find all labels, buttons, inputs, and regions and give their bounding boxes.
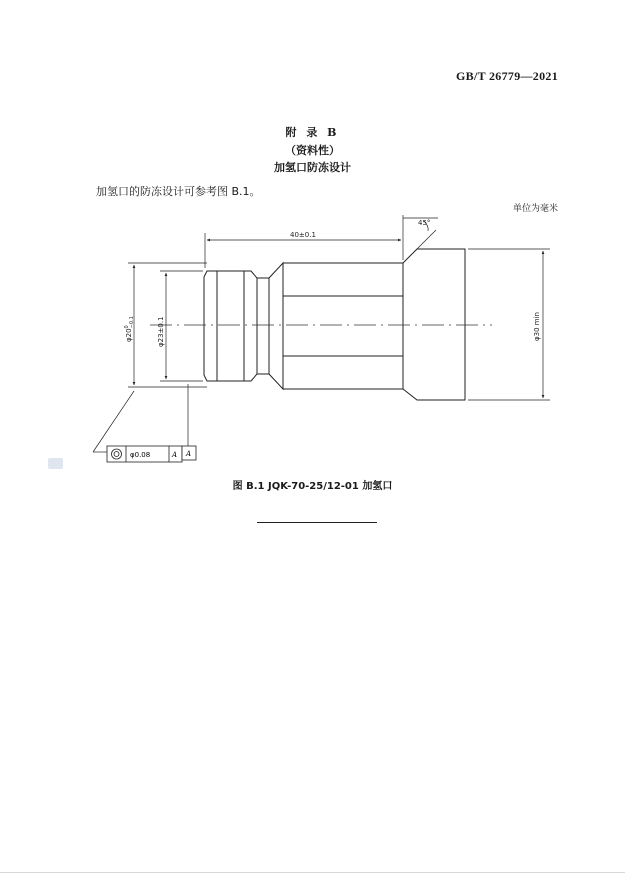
groove [257,278,269,374]
dimension-texts [124,219,541,347]
dim-dia-inner: φ23±0.1 [157,316,165,347]
front-ring [204,271,257,381]
end-rule [257,522,377,523]
fcf-datum-ref: A [172,451,178,459]
standard-code: GB/T 26779—2021 [456,69,558,83]
body-paragraph: 加氢口的防冻设计可参考图 B.1。 [96,185,261,198]
dim-dia-flange: φ30 min [533,312,541,341]
unit-note: 单位为毫米 [512,204,558,214]
page-bottom-edge [0,872,625,873]
part-outline [204,249,465,400]
feature-control-frame [107,446,182,462]
dim-dia-outer: $\varphi 20^0-0.1$ [124,316,135,342]
dim-length: 40±0.1 [290,231,316,239]
flange [403,249,465,400]
dim-angle: 45° [418,219,431,227]
datum-label: A [186,450,192,458]
hex-body [283,263,403,389]
figure-caption: 图 B.1 JQK-70-25/12-01 加氢口 [232,481,393,492]
appendix-title: 附 录 B [285,126,340,139]
fcf-tolerance: φ0.08 [130,451,151,459]
neck [269,263,283,389]
side-mark [48,458,63,469]
appendix-nature: （资料性） [285,144,340,157]
datum-a [182,446,196,460]
appendix-subject: 加氢口防冻设计 [274,161,351,174]
